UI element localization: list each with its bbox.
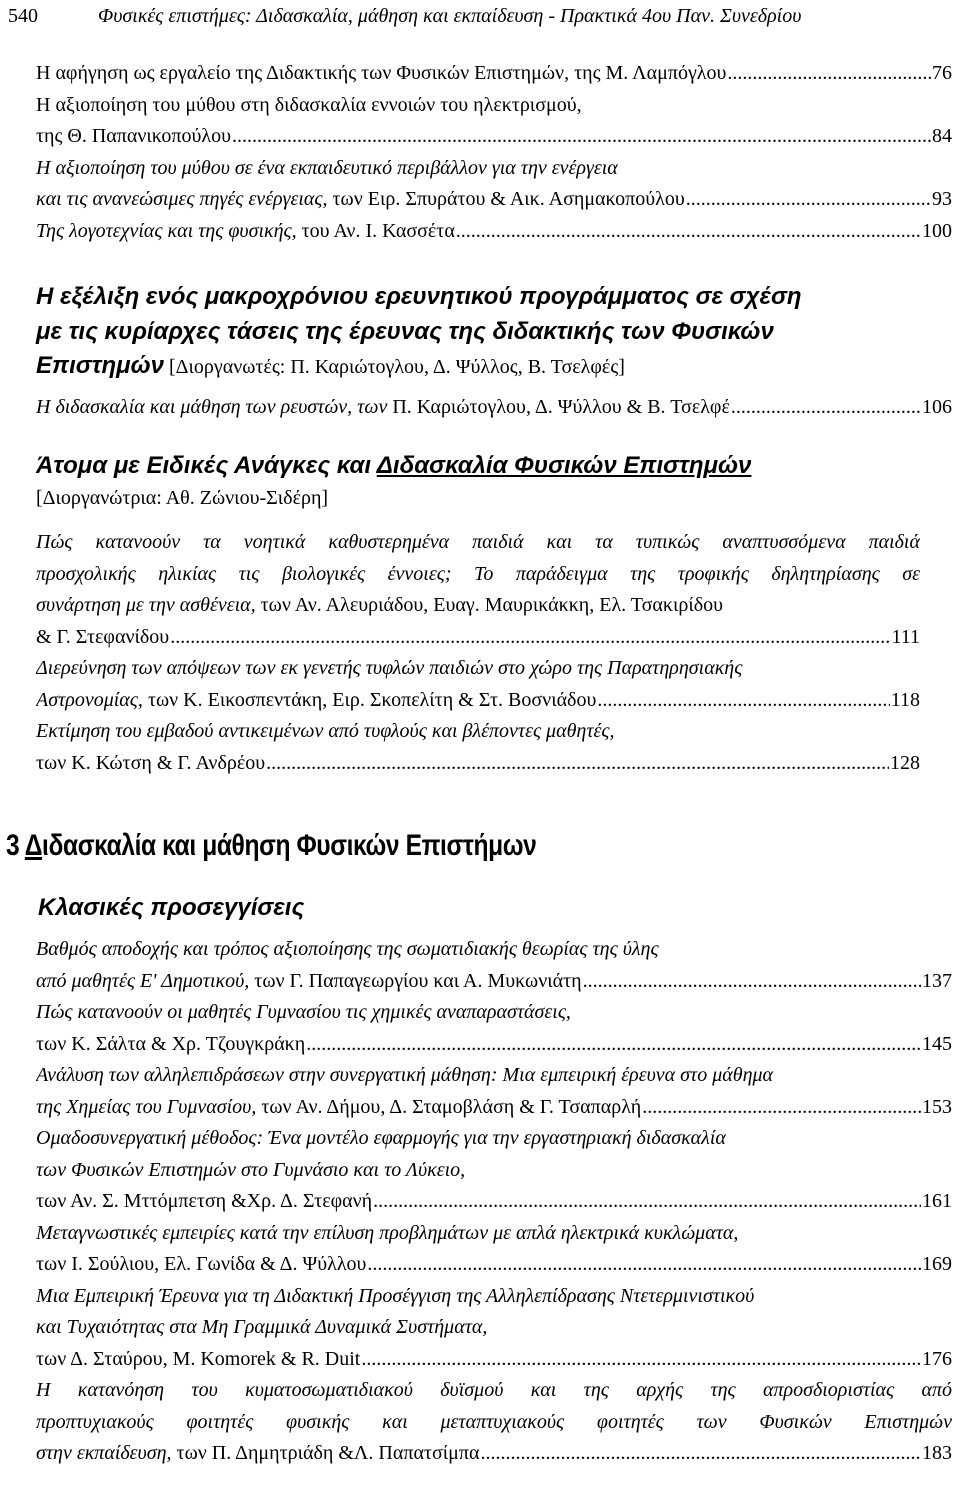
dot-leader <box>456 216 921 248</box>
symposium-title-line: Η εξέλιξη ενός μακροχρόνιου ερευνητικού προγράμματος σε σχέση <box>36 283 802 310</box>
symposium2-entries <box>36 527 920 779</box>
dot-leader <box>361 1344 921 1376</box>
toc-entry <box>36 392 952 424</box>
entry-title: της Χημείας του Γυμνασίου, <box>36 1095 257 1118</box>
entry-title: Πώς κατανοούν οι μαθητές Γυμνασίου τις χημικές αναπαραστάσεις, <box>36 1001 571 1023</box>
entry-authors: των Αν. Αλευριάδου, Ευαγ. Μαυρικάκκη, Ελ. Τσακιρίδου <box>255 594 724 616</box>
entry-title: Της λογοτεχνίας και της φυσικής, <box>36 219 297 242</box>
entry-authors: των Ι. Σούλιου, Ελ. Γωνίδα & Δ. Ψύλλου <box>36 1253 367 1275</box>
entry-authors: & Γ. Στεφανίδου <box>36 625 170 648</box>
toc-entry-title-line <box>36 90 952 122</box>
dot-leader <box>642 1092 921 1124</box>
entry-page: 176 <box>922 1347 952 1370</box>
entry-title: και Τυχαιότητας στα Μη Γραμμικά Δυναμικά Συστήματα, <box>36 1316 488 1338</box>
entry-title: συνάρτηση με την ασθένεια, <box>36 594 256 616</box>
toc-entry-title-line <box>36 653 920 685</box>
toc-entry-title-line <box>36 1375 952 1407</box>
toc-entry <box>36 121 952 153</box>
entry-page: 145 <box>922 1032 952 1055</box>
entry-page: 111 <box>891 625 920 648</box>
dot-leader <box>306 1029 921 1061</box>
dot-leader <box>266 748 889 780</box>
entry-title: Ανάλυση των αλληλεπιδράσεων στην συνεργατική μάθηση: Μια εμπειρική έρευνα στο μάθημα <box>36 1064 774 1086</box>
symposium-organizers: [Διοργανωτές: Π. Καριώτογλου, Δ. Ψύλλος, Β. Τσελφές] <box>164 356 625 378</box>
entry-page: 84 <box>932 125 952 147</box>
entry-title: Μια Εμπειρική Έρευνα για τη Διδακτική Προσέγγιση της Αλληλεπίδρασης Ντετερμινιστικού <box>36 1284 755 1307</box>
symposium-title-part: Άτομα με Ειδικές Ανάγκες και <box>36 452 377 479</box>
dot-leader <box>583 966 921 998</box>
symposium-title-line: με τις κυρίαρχες τάσεις της έρευνας της διδακτικής των Φυσικών <box>36 318 774 345</box>
toc-entry <box>36 748 920 780</box>
dot-leader <box>727 58 931 90</box>
toc-entry <box>36 184 952 216</box>
toc-entry-title-line <box>36 934 952 966</box>
entry-title: Διερεύνηση των απόψεων των εκ γενετής τυφλών παιδιών στο χώρο της Παρατηρησιακής <box>36 657 743 679</box>
entry-authors: των Δ. Σταύρου, M. Komorek & R. Duit <box>36 1347 361 1370</box>
entry-authors: της Θ. Παπανικοπούλου <box>36 125 232 147</box>
toc-entry-title-line <box>36 716 920 748</box>
entry-authors: των Αν. Σ. Μττόμπετση &Χρ. Δ. Στεφανή <box>36 1190 373 1212</box>
toc-entry-title-line <box>36 527 920 559</box>
entry-page: 93 <box>932 188 952 210</box>
dot-leader <box>170 622 890 654</box>
toc-entry <box>36 1249 952 1281</box>
toc-entry <box>36 216 952 248</box>
symposium-title <box>36 316 774 348</box>
entry-authors: των Γ. Παπαγεωργίου και Α. Μυκωνιάτη <box>249 969 582 992</box>
entry-title: Αστρονομίας, <box>36 688 143 711</box>
entry-authors: του Αν. Ι. Κασσέτα <box>296 219 455 242</box>
toc-entry <box>36 685 920 717</box>
entry-title: Πώς κατανοούν τα νοητικά καθυστερημένα παιδιά και τα τυπικώς αναπτυσσόμενα παιδιά <box>36 531 920 553</box>
subsection-heading: Κλασικές προσεγγίσεις <box>38 894 305 921</box>
entry-page: 153 <box>922 1095 952 1118</box>
dot-leader <box>367 1249 921 1281</box>
entry-authors: των Κ. Σάλτα & Χρ. Τζουγκράκη <box>36 1032 306 1055</box>
entry-authors: των Κ. Κώτση & Γ. Ανδρέου <box>36 751 266 774</box>
entry-page: 169 <box>922 1253 952 1275</box>
toc-entry <box>36 966 952 998</box>
page-number: 540 <box>8 5 38 27</box>
entry-title: στην εκπαίδευση, <box>36 1442 172 1464</box>
entry-authors: των Π. Δημητριάδη &Λ. Παπατσίμπα <box>171 1442 480 1464</box>
entry-page: 118 <box>890 688 920 711</box>
toc-entry-title-line <box>36 1407 952 1439</box>
entry-authors: των Αν. Δήμου, Δ. Σταμοβλάση & Γ. Τσαπαρλή <box>256 1095 642 1118</box>
classic-entries <box>36 934 952 1470</box>
entry-title: και τις ανανεώσιμες πηγές ενέργειας, <box>36 188 328 210</box>
entry-authors: των Κ. Εικοσπεντάκη, Ειρ. Σκοπελίτη & Στ. Βοσνιάδου <box>142 688 597 711</box>
entry-title: προσχολικής ηλικίας τις βιολογικές έννοιες; Το παράδειγμα της τροφικής δηλητηρίασης σε <box>36 562 920 585</box>
entry-page: 128 <box>890 751 920 774</box>
toc-entry-line <box>36 590 920 622</box>
entry-title: Βαθμός αποδοχής και τρόπος αξιοποίησης της σωματιδιακής θεωρίας της ύλης <box>36 938 659 960</box>
toc-entry-title-line <box>36 1312 952 1344</box>
toc-entry <box>36 1186 952 1218</box>
toc-entry <box>36 58 952 90</box>
toc-entry-title-line <box>36 559 920 591</box>
toc-entry-title-line <box>36 1281 952 1313</box>
entry-title: Η αξιοποίηση του μύθου σε ένα εκπαιδευτικό περιβάλλον για την ενέργεια <box>36 156 618 179</box>
entry-authors: Π. Καριώτογλου, Δ. Ψύλλου & Β. Τσελφέ <box>387 396 730 418</box>
entry-page: 137 <box>922 969 952 992</box>
toc-entry-title-line <box>36 1060 952 1092</box>
toc-entry <box>36 1029 952 1061</box>
symposium-title-part: Διδασκαλία Φυσικών Επιστημών <box>376 452 752 479</box>
toc-entry <box>36 1092 952 1124</box>
chapter-number: 3 <box>6 829 25 862</box>
dot-leader <box>731 392 921 424</box>
toc-entry <box>36 1344 952 1376</box>
entry-page: 161 <box>922 1190 952 1212</box>
entry-page: 183 <box>922 1442 952 1464</box>
entry-title: Η αφήγηση ως εργαλείο της Διδακτικής των Φυσικών Επιστημών, της Μ. Λαμπόγλου <box>36 62 727 84</box>
entry-page: 100 <box>922 219 952 242</box>
toc-entry <box>36 1438 952 1470</box>
entry-title: Εκτίμηση του εμβαδού αντικειμένων από τυφλούς και βλέποντες μαθητές, <box>36 720 615 742</box>
dot-leader <box>232 121 931 153</box>
toc-entry-title-line <box>36 1123 952 1155</box>
symposium1-entries <box>36 392 952 424</box>
entry-title: Η διδασκαλία και μάθηση των ρευστών, των <box>36 396 388 418</box>
toc-entry-title-line <box>36 1218 952 1250</box>
dot-leader <box>480 1438 921 1470</box>
dot-leader <box>373 1186 921 1218</box>
entry-page: 76 <box>932 62 952 84</box>
toc-entry-title-line <box>36 997 952 1029</box>
entry-title: Μεταγνωστικές εμπειρίες κατά την επίλυση προβλημάτων με απλά ηλεκτρικά κυκλώματα, <box>36 1221 739 1244</box>
running-title: Φυσικές επιστήμες: Διδασκαλία, μάθηση και εκπαίδευση - Πρακτικά 4ου Παν. Συνεδρίου <box>98 5 802 27</box>
symposium-title <box>36 450 751 482</box>
chapter-title-initial: Δ <box>24 829 43 862</box>
entry-title: από μαθητές Ε' Δημοτικού, <box>36 969 250 992</box>
entry-title: των Φυσικών Επιστημών στο Γυμνάσιο και το Λύκειο, <box>36 1158 466 1181</box>
entry-title: Η κατανόηση του κυματοσωματιδιακού δυϊσμού και της αρχής της απροσδιοριστίας από <box>36 1379 952 1401</box>
entry-title: Η αξιοποίηση του μύθου στη διδασκαλία εννοιών του ηλεκτρισμού, <box>36 93 582 116</box>
dot-leader <box>686 184 931 216</box>
entry-title: προπτυχιακούς φοιτητές φυσικής και μεταπτυχιακούς φοιτητές των Φυσικών Επιστημών <box>36 1410 952 1433</box>
dot-leader <box>597 685 889 717</box>
toc-entry <box>36 622 920 654</box>
symposium-title <box>36 350 625 383</box>
symposium-organizers: [Διοργανώτρια: Αθ. Ζώνιου-Σιδέρη] <box>36 487 329 509</box>
running-header <box>8 2 952 30</box>
toc-entry-title-line <box>36 153 952 185</box>
entry-page: 106 <box>922 396 952 418</box>
chapter-title: ιδασκαλία και μάθηση Φυσικών Επιστήμων <box>42 829 537 862</box>
chapter-heading <box>6 826 536 866</box>
entry-title: Ομαδοσυνεργατική μέθοδος: Ένα μοντέλο εφαρμογής για την εργαστηριακή διδασκαλία <box>36 1127 726 1149</box>
symposium-title <box>36 281 802 313</box>
toc-entry-title-line <box>36 1155 952 1187</box>
entry-authors: των Ειρ. Σπυράτου & Αικ. Ασημακοπούλου <box>327 188 685 210</box>
toc-top-entries <box>36 58 952 247</box>
symposium-title-line: Επιστημών <box>36 352 165 379</box>
